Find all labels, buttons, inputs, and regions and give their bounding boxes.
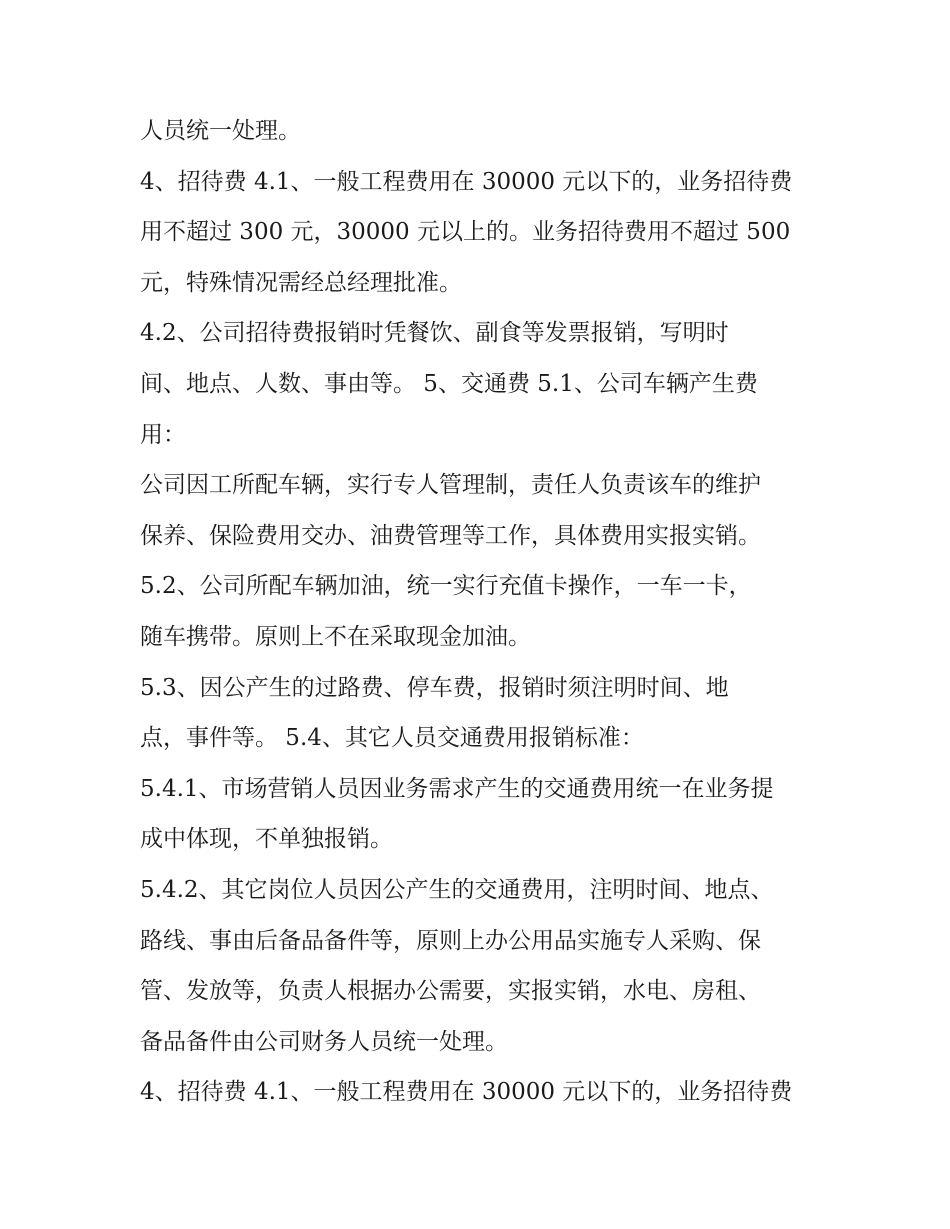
text-line: 用不超过 300 元，30000 元以上的。业务招待费用不超过 500 (140, 219, 791, 246)
text-line: 5.4.2、其它岗位人员因公产生的交通费用，注明时间、地点、 (140, 876, 774, 903)
text-line: 元，特殊情况需经总经理批准。 (140, 269, 462, 296)
text-line: 4.2、公司招待费报销时凭餐饮、副食等发票报销，写明时 (140, 320, 729, 347)
text-line: 4、招待费 4.1、一般工程费用在 30000 元以下的，业务招待费 (140, 1079, 793, 1106)
text-line: 4、招待费 4.1、一般工程费用在 30000 元以下的，业务招待费 (140, 168, 793, 195)
text-line: 保养、保险费用交办、油费管理等工作，具体费用实报实销。 (140, 522, 761, 549)
text-line: 5.3、因公产生的过路费、停车费，报销时须注明时间、地 (140, 674, 729, 701)
text-line: 间、地点、人数、事由等。 5、交通费 5.1、公司车辆产生费 (140, 370, 758, 397)
text-line: 用： (140, 421, 186, 448)
text-line: 成中体现，不单独报销。 (140, 826, 393, 853)
text-line: 5.2、公司所配车辆加油，统一实行充值卡操作，一车一卡， (140, 573, 752, 600)
text-line: 路线、事由后备品备件等，原则上办公用品实施专人采购、保 (140, 927, 761, 954)
text-line: 5.4.1、市场营销人员因业务需求产生的交通费用统一在业务提 (140, 775, 774, 802)
text-line: 公司因工所配车辆，实行专人管理制，责任人负责该车的维护 (140, 472, 761, 499)
text-line: 人员统一处理。 (140, 118, 301, 144)
text-line: 点，事件等。 5.4、其它人员交通费用报销标准： (140, 725, 644, 752)
text-line: 随车携带。原则上不在采取现金加油。 (140, 623, 531, 650)
text-line: 管、发放等，负责人根据办公需要，实报实销，水电、房租、 (140, 978, 761, 1005)
text-line: 备品备件由公司财务人员统一处理。 (140, 1028, 508, 1055)
document-body (140, 106, 830, 1118)
